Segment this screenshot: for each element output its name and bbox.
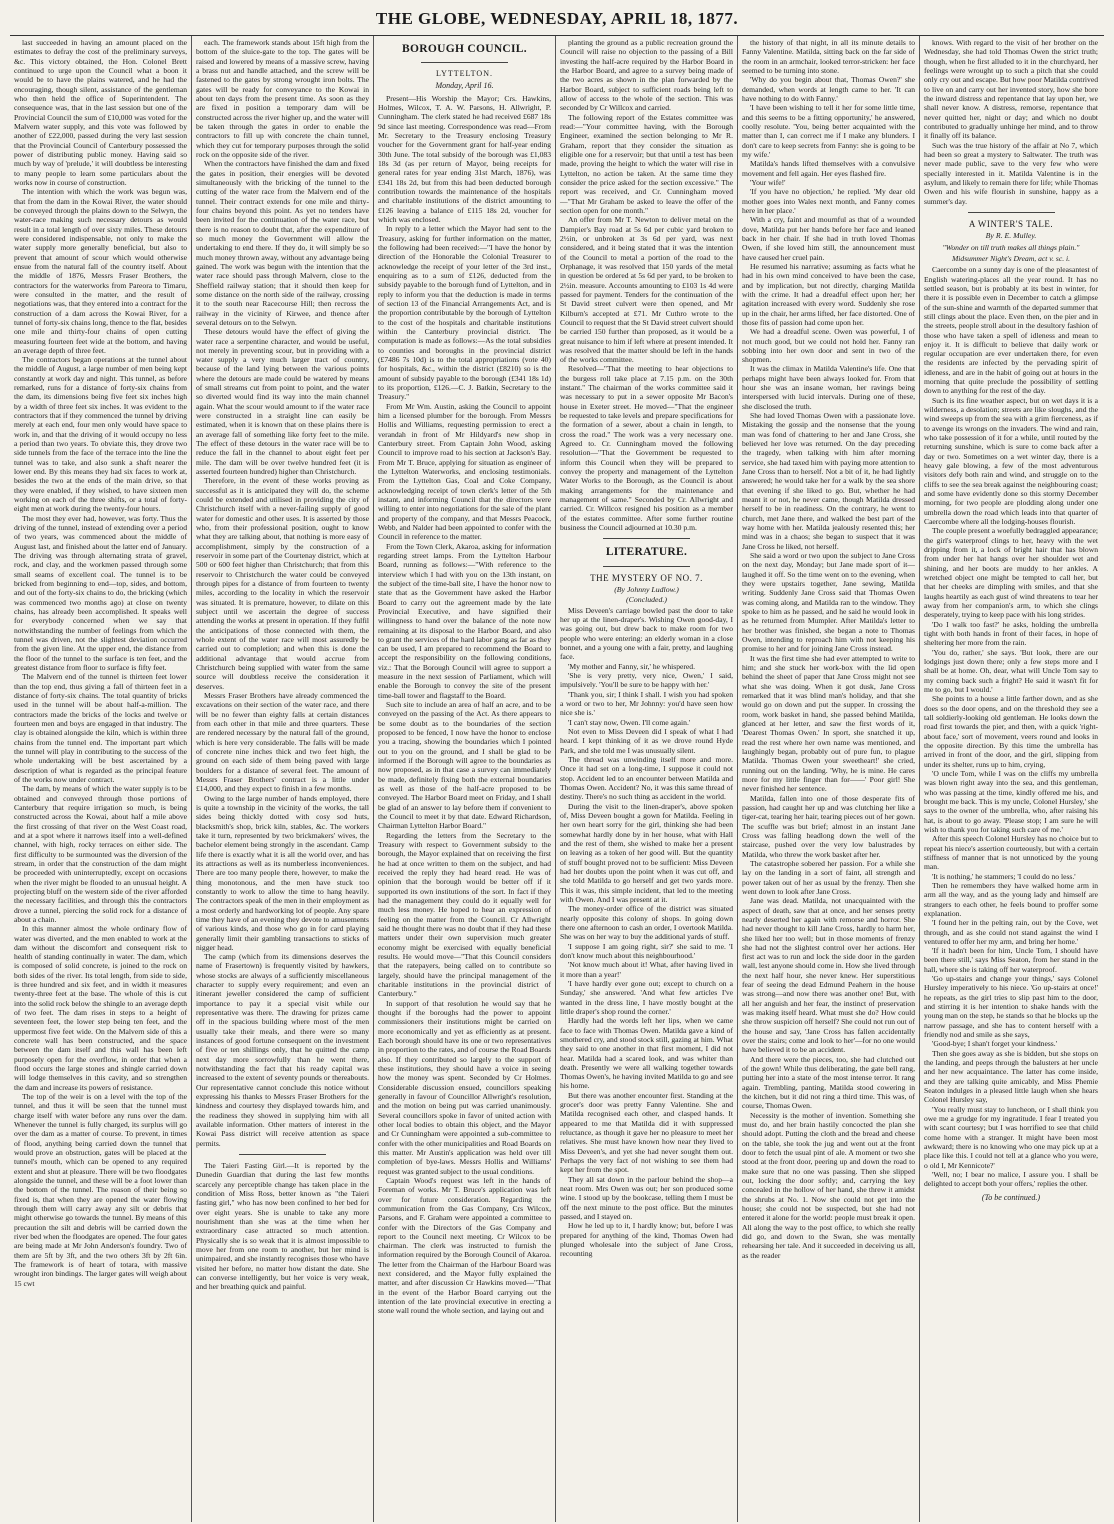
paragraph: 'I have hardly ever gone out; except to church on a Sunday,' she answered. 'And what few articles I've wanted in the dress line, I have mostly bought at the little draper's shop round the corner.' [560,978,733,1016]
literature-heading: LITERATURE. [605,546,688,559]
paragraph: With a cry, faint and mournful as that of a wounded dove, Matilda put her hands before her face and leaned back in her chair. If she had in truth loved Thomas Owen, if she loved him still, the announcement must have caused her cruel pain. [742,215,915,262]
paragraph: 'Why do you begin about that, Thomas Owen?' she demanded, when words at length came to her. 'It can have nothing to do with Fanny.' [742,75,915,103]
winters-tale-story [924,265,1098,1188]
column-1 [10,36,192,1522]
column-3 [374,36,556,1522]
paragraph: They all sat down in the parlour behind the shop—a neat room. Mrs Owen was out; her son produced some wine. I stood up by the bookcase, telling them I must be off the next minute to the post office. But the minutes passed, and I stayed on. [560,1174,733,1222]
paragraph: Captain Wood's request was left in the hands of Foreman of works. Mr T. Bruce's application was left over for future consideration. Regarding the communication from the Gas Company, Crs Wilcox, Parsons, and F. Graham were appointed a committee to confer with the Directors of the Gas Company and report to the Council next meeting. Cr Wilcox to be chairman. The clerk was instructed to furnish the information required by the Borough Council of Akaroa. The letter from the Chairman of the Harbour Board was next considered, and the Mayor fully explained the matter, and after discussion Cr Hawkins moved—"That in the event of the Harbor Board carrying out the intention of the late provincial executive in erecting a stone wall round the whole section, and laying out and [378,1175,551,1316]
paragraph: But there was another encounter first. Standing at the grocer's door was pretty Fanny Valentine. She and Matilda recognised each other, and clasped hands. It appeared to me that Matilda did it with suppressed reluctance, as though it gave her no pleasure to meet her relatives. She must have known how near they lived to Miss Deveen's, and yet she had never sought them out. Perhaps the very fact of not wishing to see them had kept her from the spot. [560,1090,733,1175]
paragraph: 'She is very pretty, very nice, Owen,' I said, impulsively. 'You'll be sure to be happy with her.' [560,671,733,690]
paragraph: Messrs Fraser Brothers have already commenced the excavations on their section of the water race, and there will be no fewer than eighty falls at certain distances from each other in that mile and three quarters. These are rendered necessary by the natural fall of the ground, which is here very considerable. The falls will be made of concrete nine inches thick and two feet high, the ground on each side of them being paved with large boulders for a distance of several feet. The amount of Messrs Fraser Brothers' contract is a little under £14,000, and they expect to finish in a few months. [196,690,369,794]
paragraph: Resolved—"That the meeting to hear objections to the burgess roll take place at 7.15 p.m. on the 30th instant." The chairman of the works committee said it was necessary to put in a sewer opposite Mr Bacon's house in Exeter street. He moved—"That the engineer be requested to take levels and prepare specifications for the formation of a sewer, about a chain in length, to cross the road." The work was a very necessary one. Agreed to. Cr. Cunningham moved the following resolution—"That the Government be requested to inform this Council when they will be prepared to convey the property and management of the Lyttelton Water Works to the Borough, as the Council is about making arrangements for the maintenance and management of same." Seconded by Cr. Allwright and carried. Cr. Willcox resigned his position as a member of the estates committee. After some further routine business the Council adjourned at 10.30 p.m. [560,364,733,533]
paragraph: And there were the pieces, too, she had clutched out of the gown! While thus deliberating, the gate bell rang, putting her into a state of the most intense terror. It rang again. Trembling, panting, Matilda stood cowering in the kitchen, but it did not ring a third time. This was, of course, Thomas Owen. [742,1054,915,1111]
section-rule [239,1154,326,1155]
masthead: THE GLOBE, WEDNESDAY, APRIL 18, 1877. [10,0,1104,36]
paragraph: Such is its fine weather aspect, but on wet days it is a wilderness, a desolation; streets are like sloughs, and the wind sweeps up from the sea with a grim fierceness, as if to avenge its wrongs on the invaders. The wind and rain, who take possession of it for a while, until routed by the returning sunshine, which is sure to come back after a day or two. Sometimes on a wet winter day, there is a heavy gale blowing, a few of the most adventurous visitors defy both rain and wind, and struggle on to the cliffs to see the sea break against the neighbouring coast; and some have evidently done so this stormy December morning, for two people are plodding along under one umbrella down the road which leads into that quarter of Caercombe where all the lodging-houses flourish. [924,395,1098,527]
paragraph: 'Not know much about it! What, after having lived in it more than a year!' [560,960,733,979]
paragraph: 'I found her in the pelting rain, out by the Cove, wet through, and as she could not stand against the wind I ventured to offer her my arm, and bring her home.' [924,918,1098,946]
paragraph: 'If you have no objection,' he replied. 'My dear old mother goes into Wales next month, and Fanny comes here in her place.' [742,187,915,215]
malvern-water-supply-article [14,38,187,1288]
epigraph-quote: "Wonder on till truth makes all things plain." [942,242,1080,252]
paragraph: He resumed his narrative; assuming as facts what he had in his own mind conceived to have been the case, and by implication, but not directly, charging Matilda with the crime. It had a dreadful effect upon her; her agitation increased with every word. Suddenly she rose up in the chair, her arms lifted, her face distorted. One of those fits of passion had come upon her. [742,261,915,327]
paragraph: How he led up to it, I hardly know; but, before I was prepared for anything of the kind, Thomas Owen had plunged wholesale into the subject of Jane Cross, recounting [560,1221,733,1259]
paragraph: The Malvern end of the tunnel is thirteen feet lower than the top end, thus giving a fall of thirteen feet in a distance of forty-six chains. The total quantity of bricks used in the tunnel will be about half-a-million. The contractors made the bricks of the locks and twelve or fourteen men and boys are engaged in that industry. The clay is obtained alongside the kiln, which is within three chains from the tunnel end. The important part which the tunnel will play in contributing to the success of the whole undertaking will be best ascertained by a description of what is regarded as the principal feature of the works now under contract. [14,672,187,784]
paragraph: 'If it hadn't been for him, Uncle Tom, I should have been there still,' says Miss Seaton, from her stand in the hall, where she is taking off her waterproof. [924,946,1098,974]
paragraph: Hardly had the words left her lips, when we came face to face with Thomas Owen. Matilda gave a kind of smothered cry, and stood stock still, gazing at him. What they said to one another in that first moment, I did not hear. Matilda had a scared look, and was whiter than death. Presently we were all walking together towards Thomas Owen's, he having invited Matilda to go and see his home. [560,1016,733,1091]
paragraph: 'You do, rather,' she says. 'But look, there are our lodgings just down there; only a few steps more and I shall be at home. Oh, dear, what will Uncle Tom say to my coming back such a fright? He said it wasn't fit for me to go, but I would.' [924,647,1098,694]
paragraph: From the Town Clerk, Akaroa, asking for information regarding street lamps. From the Lyttelton Harbour Board, running as follows:—"With reference to the interview which I had with you on the 13th instant, on the subject of the time-ball site, I have the honor now to state that as the Government have asked the Harbor Board to carry out the agreement made by the late Provincial Executive, and have signified their willingness to hand over the balance of the note now remaining at its disposal to the Harbor Board, and also to grant the services of the hard labor gang as far as they can be used, I am prepared to recommend the Board to accept the responsibility on the following conditions, viz.: That the Borough Council will agree to support a measure in the next session of Parliament, which will enable the Borough to convey the site of the present time-ball tower and flagstaff to the Board. [378,541,551,700]
mystery-of-no-7-story [560,606,733,1259]
paragraph: We had a dreadful scene. Owen was powerful, I of not much good, but we could not hold her. Fanny ran sobbing into her own door and sent in two of the shopmen. [742,327,915,365]
paragraph: The following report of the Estates committee was read:—"Your committee having, with the Borough Engineer, examined the section belonging to Mr R. Graham, report that they consider the situation as eligible one for a reservoir; but that until a test has been made, proving the height to which the water will rise in Lyttelton, no action be taken. At the same time they consider the price asked for the section excessive." The report was received, and Cr. Cunningham moved—"That Mr Graham be asked to leave the offer of the section open for one month." [560,112,733,215]
paragraph: Then he remembers they have walked home arm in arm all the way, and as the young lady and himself are strangers to each other, he feels bound to proffer some explanation. [924,880,1098,918]
paragraph: The camp (which from its dimensions deserves the name of Frasertown) is frequently visited by hawkers, whose stocks are always of a sufficiently miscellaneous character to supply every requirement; and even an itinerant jeweller considered the camp of sufficient importance to pay it a special visit while our representative was there. The drawing for prizes came off in the spacious building where most of the men usually take their meals, and there were so many instances of good fortune consequent on the investment of five or ten shillings only, that he quitted the camp next day more sorrowfully than he went there, notwithstanding the fact that his ready capital was increased to the extent of seventy pounds or thereabouts. Our representative cannot conclude this notice without expressing his thanks to Messrs Fraser Brothers for the kindness and courtesy they displayed towards him, and the readiness they showed in supplying him with all available information. Other matters of interest in the Kowai Pass district will receive attention as space permits. [196,952,369,1148]
paragraph: Owing to the large number of hands employed, there is quite a township in the vicinity of the works, the tall sides being thickly dotted with cosy sod huts, blacksmith's shop, brick kiln, stables, &c. The workers take it turn, represented by two brickmakers' wives, the bachelor element being strongly in the ascendant. Camp life there is exactly what it is all the world over, and has its attractions as well as its numberless inconveniences. There are too many people there, however, to make the thing monotonous, and the men have stuck too constantly to work to allow the time to hang heavily. The contractors speak of the men in their employment as a most orderly and hardworking lot of people. Any spare time they have of an evening they devote to amusements of various kinds, and those who go in for card playing generally limit their gambling transactions to sticks of nigger head. [196,793,369,952]
paragraph: Miss Deveen's carriage bowled past the door to take her up at the linen-draper's. Wishing Owen good-day, I was going out, but drew back to make room for two people who were entering: an elderly woman in a close bonnet, and a young one with a fair, pretty, and laughing face. [560,605,733,662]
column-6 [920,36,1102,1522]
paragraph: Matilda's hands lifted themselves with a convulsive movement and fell again. Her eyes flashed fire. [742,159,915,178]
paragraph: 'You really must stay to luncheon, or I shall think you owe me a grudge for my ingratitude. I fear I treated you with scant courtesy; but I was horrified to see that child come home with a stranger. It might have been most awkward; there is no knowing who one may pick up at a place like this. I could not tell at a glance who you were, o old I, Mr Kennicote?' [924,1104,1098,1170]
paragraph: It was the first time she had ever attempted to write to him; and she stuck her work-box with the lid open behind the sheet of paper that Jane Cross might not see what she was doing. When it got dusk, Jane Cross remarked that it was blind man's holiday, and that she would go on down and put the supper. In crossing the room, work basket in hand, she passed behind Matilda, glanced at her letter, and saw the first words of it, 'Dearest Thomas Owen.' In sport, she snatched it up, read the rest where her own name was mentioned, and laughingly began, probably out of pure fun, to plague Matilda. 'Thomas Owen your sweetheart!' she cried, running out on the landing. 'Why, he is mine. He cares more for my little finger than for——' Poor girl! She never finished her sentence. [742,653,915,794]
paragraph: Necessity is the mother of invention. Something she must do, and her brain hastily concocted the plan she should adopt. Putting the cloth and the bread and cheese on the table, she took the jug and went out at the front door to fetch the usual pint of ale. A moment or two she stood at the front door, peering up and down the road to make sure that no one was passing. Then she slipped out, locking the door softly; and, carrying the key concealed in the hollow of her hand, she threw it amidst the shrubs at No. 1. Now she could not get into the house; she could not be suspected, but she had not entered it alone for the world: people must break it open. All along the way to the post office, to which she really did go, and down to the Swan, she was mentally rehearsing her tale. And it succeeded in deceiving us all, as the reader [742,1110,915,1260]
section-rule [603,566,690,567]
paragraph: The money-order office of the district was situated nearly opposite this colony of shops. In going down there one afternoon to cash an order, I overtook Matilda. She was on her way to buy the additional yards of stuff. [560,904,733,942]
paragraph: last succeeded in having an amount placed on the estimates to defray the cost of the preliminary surveys, &c. This victory obtained, the Hon. Colonel Brett continued to urge upon the Council what a boon it would be to have the plains watered, and he had the encouraging, though silent, assistance of the gentleman who then held the office of Superintendent. The consequence was, that in the last session but one of the Provincial Council the sum of £10,000 was voted for the Malvern water supply, and this vote was followed by another of £22,000, passed during the very last session that the Provincial Council of Canterbury possessed the power of distributing public money. Having said so much by way of 'prelude,' it will doubtless be interesting to many people to learn some particulars about the works now in course of construction. [14,38,187,187]
paragraph: Jane was dead. Matilda, not unacquainted with the aspect of death, saw that at once, and her senses pretty nearly deserted her again with remorse and horror. She had never thought to kill Jane Cross, hardly to harm her, she liked her too well; but in those moments of frenzy she had not the slightest control over her actions. Her first act was to run and lock the side door in the garden wall, lest anyone should come in. How she lived through the next half hour, she never knew. Her superstitious fear of seeing the dead Edmund Peahern in the house was strong—and now there was another one! But, with all her anguish and her fear, the instinct of preservation was making itself heard. What must she do? How could she throw suspicion off herself? She could not run out of the house and say, 'Jane Cross has fallen accidentally over the stairs; come and look to her'—for no one would have believed it to be an accident. [742,896,915,1055]
paragraph: 'Good-bye; I shan't forget your kindness.' [932,1039,1058,1049]
paragraph: Such site to include an area of half an acre, and to be conveyed on the passing of the Act. As there appears to be some doubt as to the boundaries of the section proposed to be fenced, I now have the honor to enclose you a tracing, showing the boundaries which I pointed out to you on the ground, and I shall be glad to be informed if the Borough will agree to the boundaries as now proposed, as in that case a survey can immediately be made, definitely fixing both the external boundaries as well as those of the half-acre proposed to be conveyed. The Harbor Board meet on Friday, and I shall be glad of an answer to lay before them if convenient to the Council to meet it by that date. Edward Richardson, Chairman Lyttelton Harbor Board." [378,700,551,831]
column-4 [556,36,738,1522]
column-2 [192,36,374,1522]
paragraph: each. The framework stands about 15ft high from the bottom of the sluice-gate to the top. The gates will be raised and lowered by means of a massive screw, having a brass nut and handle attached, and the screw will be fastened to the gates by strong wrought iron bolts. The gates will be ready for conveyance to the Kowai in about ten days from the present time. As soon as they are fixed in position a temporary dam will be constructed across the river higher up, and the water will be taken through the gates in order to enable the contractors to fill up with concrete the chain tunnel, which they cut for temporary purposes through the solid rock on the opposite side of the river. [196,38,369,159]
paragraph: In reply to a letter which the Mayor had sent to the Treasury, asking for further information on the matter, the following had been received:—"I have the honor by direction of the Honorable the Colonial Treasurer to acknowledge the receipt of your letter of the 3rd inst., enquiring as to a sum of £126, deducted from the subsidy payable to the borough fund of Lyttelton, and in reply to inform you that the deduction is made in terms of section 13 of the Financial Arrangements Act, and is the proportion contributable by the borough of Lyttelton to the cost of the hospitals and charitable institutions within the Canterbury provincial district. The computation is made as follows:—As the total subsidies to counties and boroughs in the provincial district (£7486 7s 10d) is to the total appropriations (vote 40) for hospitals, &c., within the district (£8210) so is the amount of subsidy payable to the borough (£341 18s 1d) to its proportion, £126.—C. J. Batkin, Secretary to the Treasury." [378,224,551,402]
paragraph: The contractors began operations at the tunnel about the middle of August, a large number of men being kept constantly at work day and night. This tunnel, as before remarked, runs for a distance of forty-six chains from the dam, its dimensions being five feet six inches high by a width of three feet six inches. It was evident to the contractors that if they commenced the tunnel by driving merely at each end, four men only would have space to work in, and that the driving of it would occupy no less a period than two years. To obviate this, they drove two side tunnels from the face of the terrace into the line the tunnel was to take, and also sunk a shaft nearer the lower end. By this means they had six faces to work at, besides the two at the ends of the main drive, so that they were enabled, if they wished, to have sixteen men working on each of the three shifts, or a total of forty-eight men at work during the twenty-four hours. [14,355,187,514]
paragraph: 'Your wife!' [750,177,786,187]
columns [10,36,1104,1522]
paragraph: Such was the true history of the affair at No 7, which had been so great a mystery to Saltwater. The truth was never made public, save to the very few who were specially interested in it. Matilda Valentine is in the asylum, and likely to remain there for life; while Thomas Owen and his wife flourish in sunshine, happy as a summer's day. [924,140,1098,206]
borough-council-date: Monday, April 16. [435,80,494,90]
paragraph: Caercombe on a sunny day is one of the pleasantest of English watering-places all the year round. It has no settled season, but is probably at its best in winter, for there it is possible even in December to catch a glimpse of the sun-shine and warmth of the departed summer that still clings about the place. Even then, on the pier and in the streets, people stroll about in the desultory fashion of those who have taken a spell of idleness and mean to enjoy it. It is difficult to believe that daily work or regular occupation are ever undertaken there, for even the residents are infected by the pervading spirit of idleness, and are in the habit of going out at hours in the morning that quite preclude the possibility of settling down to anything for the rest of the day. [924,265,1098,396]
story-title: THE MYSTERY OF NO. 7. [590,572,703,583]
paragraph: The dam, by means of which the water supply is to be obtained and conveyed through those portions of Canterbury that require irrigation so much, is being constructed across the Kowai, about half a mile above the first crossing of that river on the West Coast road, and at a spot where it narrows itself into a well-defined channel, with high, rocky terraces on either side. The first difficulty to be surmounted was the diversion of the stream, in order that the construction of the dam might be proceeded with uninterruptedly, except on occasions when the river might be flooded to an unusual height. A projecting bluff on the western side of the river afforded the necessary facilities, and through this the contractors drove a tunnel, piercing the solid rock for a distance of about a chain. [14,784,187,924]
story-byline: (By Johnny Ludlow.) [614,584,679,594]
paragraph: The top of the weir is on a level with the top of the tunnel, and thus it will be seen that the tunnel must charge itself with water before any runs over the dam. Whenever the tunnel is fully charged, its surplus will go over the dam as a matter of course. To prevent, in times of flood, anything being carried down the tunnel that would prove an obstruction, gates will be placed at the tunnel's mouth, which can be opened to any required extent and shut at pleasure. There will be two floodgates alongside the tunnel, and these will be a foot lower than the bottom of the tunnel. The reason of their being so fixed is, that when they are opened the water flowing through them will carry away any silt or debris that might otherwise go towards the tunnel. By means of this precaution the silt and debris will be carried down the river bed when the floodgates are opened. The four gates are being made at Mr John Anderson's foundry. Two of them are 5ft by 3ft, and the two others 3ft by 2ft 6in. The framework is of heart of totara, with massive wrought iron bindings. The larger gates will weigh about 15 cwt [14,1092,187,1288]
section-rule [603,538,690,539]
paragraph: The most they ever had, however, was forty. Thus the driving of the tunnel, instead of extending over a period of two years, was commenced about the middle of August last, and finished about the latter end of January. The driving was through alternating strata of gravel, rock, and clay, and the workmen passed through some small seams of excellent coal. The tunnel is to be bricked from beginning to end—top, sides, and bottom, and out of the forty-six chains to do, the bricking (which was commenced two months ago) at close on twenty chains, has already been accomplished. It speaks well for everybody concerned when we say that notwithstanding the number of feelings from which the tunnel was driven, not the slightest deviation occurred from the given line. At the upper end, the distance from the floor of the tunnel to the surface is ten feet, and the greatest distance from floor to surface is fifty feet. [14,513,187,672]
mystery-of-no-7-story-continued [742,38,915,1260]
paragraph: In this manner almost the whole ordinary flow of water was diverted, and the men enabled to work at the dam without the discomfort and consequent risk to health of standing continually in water. The dam, which is composed of solid concrete, is joined to the rock on both sides of the river. Its total length, from side to side, is three hundred and six feet, and in width it measures twenty-three feet at the base. The whole of this is cut into the solid rock below the shingle to an average depth of two feet. The dam rises in steps to a height of seventeen feet, the lower step being ten feet, and the uppermost five feet wide. On the Malvern side of this a concrete wall has been constructed, and the space between the dam itself and this wall has been left purposely open for the overflow, in order that when a flood occurs the large stones and shingle carried down will lodge themselves in this cavity, and so strengthen the dam and increase its powers of resistance. [14,924,187,1092]
paragraph: These detours would have the effect of giving the water race a serpentine character, and would be useful, not merely in preventing scour, but in providing with a water supply a very much larger tract of country, because of the land lying between the various points where the detours are made could be watered by means of small streams cut from point to point, and the water so diverted would find its way into the main channel again. What the scour would amount to if the water race were constructed in a straight line can easily be estimated, when it is known that on these plains there is an average fall of something like forty feet to the mile. The effect of these detours in the water race will be to reduce the fall in the channel to about eight feet per mile. The dam will be over twelve hundred feet (it is asserted fourteen hundred) higher than Christchurch. [196,327,369,477]
paragraph: She points to a house a little farther down, and as she does so the door opens, and on the threshold they see a tall soldierly-looking old gentleman. He looks down the road first towards the pier, and then, with a quick 'right-about face,' sort of movement, veers round and looks in the opposite direction. By this time the umbrella has arrived in front of the door, and the girl, slipping from under its shelter, runs up to him, crying, [924,694,1098,769]
paragraph: 'It is nothing,' he stammers; 'I could do no less.' [932,871,1076,881]
paragraph: planting the ground as a public recreation ground the Council will raise no objection to the passing of a Bill investing the half-acre required by the Harbor Board in the Harbor Board, and agree to a survey being made of the two acres as shown in the plan forwarded by the Harbor Board, subject to sufficient roads being left to allow of access to the whole of the section. This was seconded by Cr Willcox and carried. [560,38,733,113]
paragraph: Then she goes away as she is bidden, but she stops on the landing, and peeps through the balusters at her uncle and her new acquaintance. The latter has come inside, and they are talking quite amicably, and Miss Phemie Seaton indulges in a pleased little laugh when she hears Colonel Hursley say, [924,1048,1098,1105]
story-concluded-note: (Concluded.) [626,595,667,605]
paragraph: 'I have been wishing to tell it her for some little time, and this seems to be a fitting opportunity,' he answered, coolly resolute. 'You, being better acquainted with the matter than I, can correct me if I make any blunders. I don't care to keep secrets from Fanny: she is going to be my wife.' [742,103,915,159]
paragraph: Regarding the letters from the Secretary to the Treasury with respect to Government subsidy to the borough, the Mayor explained that on receiving the first he had at once written to them on the subject, and had received the reply they had heard read. He was of opinion that the borough would be better off if it supported its own institutions of the sort. In fact if they had the management they could do it equally well for much less money. He hoped to hear an expression of feeling on the matter from the Council. Cr Allwright said he thought there was no doubt that if they had these matters under their own supervision much greater economy might be exercised with equally beneficial results. He would move—"That this Council considers that the ratepayers, being called on to contribute so largely, should have the principal management of the charitable institutions in the provincial district of Canterbury." [378,830,551,999]
winters-tale-title: A WINTER'S TALE. [968,218,1054,229]
paragraph: Matilda, fallen into one of those desperate fits of passion, had caught her up and was clutching her like a tiger-cat, tearing her hair, tearing pieces out of her gown. The scuffle was but brief; almost in an instant Jane Cross was falling headlong down the well of the staircase, pushed over the very low balustrades by Matilda, who threw the work basket after her. [742,793,915,859]
paragraph: 'I suppose I am going right, sir?' she said to me. 'I don't know much about this neighbourhood.' [560,941,733,960]
paragraph: 'I can't stay now, Owen. I'll come again.' [568,717,691,727]
paragraph: Present—His Worship the Mayor; Crs. Hawkins, Holmes, Wilcox, T. A. W. Parsons, H. Allwright, P. Cunningham. The clerk stated he had received £687 18s 9d since last meeting. Correspondence was read—From Mr. Secretary to the Treasury enclosing Treasury voucher for the Government grant for half-year ending 30th June. The total subsidy of the borough was £1,083 18s 3d (as per return of Mayor, being receipts for general rates for year ending 31st March, 1876), was £341 18s 2d, but from this had been deducted borough contribution towards the maintenance of the hospitals and charitable institutions of the district amounting to £126 leaving a balance of £115 18s 2d, voucher for which was enclosed. [378,93,551,225]
paragraph: the history of that night, in all its minute details to Fanny Valentine. Matilda, sitting back on the far side of the room in an armchair, looked terror-stricken: her face seemed to be turning into stone. [742,38,915,75]
borough-council-place: LYTTELTON. [436,69,493,79]
paragraph: 'O uncle Tom, while I was on the cliffs my umbrella was blown right away into the sea, and this gentleman, who was passing at the time, kindly offered me his, and brought me back. This is my uncle, Colonel Hursley,' she says to the owner of the umbrella, who, after raising his hat, is about to go away. 'Please stop; I am sure he will wish to thank you for taking such care of me.' [924,768,1098,834]
section-rule [968,212,1055,213]
paragraph: The couple present a woefully bedraggled appearance; the girl's waterproof clings to her, heavy with the wet dripping from it, a lock of bright hair that has blown from under her hat hangs over her shoulder wet and shining, and her boots are muddy to her ankles. A wretched object one might be tempted to call her, but that her cheeks are dimpling with smiles, and that she laughs heartily as each gust of wind threatens to tear her away from her companion's arm, to which she clings desperately, trying to keep pace with his long strides. [924,526,1098,620]
paragraph: When the contractors have finished the dam and fixed the gates in position, their energies will be devoted simultaneously with the bricking of the tunnel to the cutting of the water race from the Malvern end of the tunnel. Their contract extends for one mile and thirty-four chains beyond this point. As yet no tenders have been invited for the continuation of the water race, but there is no reason to doubt that, after the expenditure of so much money the Government will allow the undertaking to end there. If they do, it will simply be so much money thrown away, without any advantage being gained. The work was begun with the intention that the water race should pass through Malvern, close to the Sheffield railway station; that it should then keep for some distance on the north side of the railway, crossing it to the south near Racecourse Hill; then recross the railway in the vicinity of Kirwee, and thence after several detours on to the Selwyn. [196,159,369,327]
paragraph: 'Well, no; I bear no malice, I assure you. I shall be delighted to accept both your offers,' replies the other. [924,1170,1098,1189]
paragraph: From Mr Wm. Austin, asking the Council to appoint him a licensed plumber for the borough. From Messrs Hollis and Williams, requesting permission to erect a verandah in front of Mr Hildyard's new shop in Canterbury street. From Captain John Wood, asking Council to improve road to his section at Jackson's Bay. From Mr T. Bruce, applying for situation as engineer of the Lyttelton Waterworks, and enclosing testimonials. From the Lyttelton Gas, Coal and Coke Company, acknowledging receipt of town clerk's letter of the 5th instant, and informing Council that the directors were willing to enter into negotiations for the sale of the plant and property of the company, and that Messrs Peacock, Webb, and Nalder had been appointed to confer with the Council in reference to the matter. [378,401,551,542]
paragraph: An offer from Mr T. Newton to deliver metal on the Dampier's Bay road at 5s 6d per cubic yard broken to 2½in, or unbroken at 3s 6d per yard, was next considered, and it being stated that it was the intention of the Council to metal a portion of the road to the Orphanage, it was resolved that 150 yards of the metal in question be ordered at 5s 6d per yard, to be broken to 2½in. measure. Accounts amounting to £103 1s 4d were passed for payment. Tenders for the continuation of the St David street culvert were then opened, and Mr Kilburn's accepted at £71. Mr Cuthro wrote to the Council to request that the St David street culvert should be carried 150 further than proposed, as it would be a great nuisance to him if left where at present intended. It was resolved that the matter should be left in the hands of the works committee. [560,215,733,365]
taieri-fasting-girl-article: The Taieri Fasting Girl.—It is reported by the Dunedin Guardian that during the last few months scarcely any perceptible change has taken place in the condition of Miss Ross, better known as "the Taieri fasting girl," who has now been confined to her bed for over eight years. She is unable to take any more nourishment than she was at the time when her extraordinary case attracted so much attention. Physically she is so weak that it is almost impossible to move her from one room to another, but her mind is unimpaired, and she instantly recognises those who have visited her before, no matter how distant the date. She can converse intelligently, but her voice is very weak, and her breathing quick and painful. [196,1161,369,1292]
borough-council-report [378,94,551,1316]
borough-council-report-continued [560,38,733,532]
malvern-water-supply-continued [196,38,369,1148]
paragraph: It was the climax in Matilda Valentine's life. One that perhaps might have been always looked for. From that hour she was an insane woman, her ravings being interspersed with lucid intervals. During one of these, she disclosed the truth. [742,364,915,411]
paragraph: knows. With regard to the visit of her brother on the Wednesday, she had told Thomas Owen the strict truth; though, when he first alluded to it in the churchyard, her feelings were wrought up to such a pitch that she could only cry out and escape. But how poor Matilda contrived to live on and carry out her invented story, how she bore the inward distress and repentance that lay upon her, we shall never know. A distress, remorse, repentance that never quitted her, night or day; and which no doubt contributed to gradually unhinge her mind, and to throw it finally off its balance. [924,38,1098,141]
paragraph: The thread was unwinding itself more and more. Once it had set on a long-time, I suppose it could not stop. Accident led to an encounter between Matilda and Thomas Owen. Accident? No, it was this same thread of destiny. There's no such thing as accident in the world. [560,755,733,802]
epigraph-source: Midsummer Night's Dream, act v. sc. i. [951,253,1071,263]
paragraph: After this speech Colonel Hursley has no choice but to repeat his niece's assertion courteously, but with a certain stiffness of manner that is not unnoticed by the young man. [924,834,1098,872]
paragraph: She had loved Thomas Owen with a passionate love. Mistaking the gossip and the nonsense that the young man was fond of chattering to her and Jane Cross, she believed her love was returned. On the day preceding the tragedy, when talking with him after morning service, she had taxed him with paying more attention to Jane Cross than to herself. Not a bit of it, he had lightly answered; he would take her for a walk by the sea shore that evening if she liked to go. But, whether he had meant it or not, he never came, though Matilda dressed herself to be in readiness. On the contrary, he went to church, met Jane there, and walked the best part of the way home with her. Matilda jealously resented this; her mind was in a chaos; she began to suspect that it was Jane Cross he liked, not herself. [742,411,915,551]
borough-council-heading: BOROUGH COUNCIL. [402,43,527,55]
paragraph: 'My mother and Fanny, sir,' he whispered. [568,661,696,671]
paragraph: Therefore, in the event of these works proving as successful as it is anticipated they will do, the scheme could be extended and utilised in providing the city of Christchurch itself with a never-failing supply of good water for domestic and other uses. It is asserted by those who, from their professional position, ought to know what they are talking about, that nothing is more easy of accomplishment, simply by the construction of a reservoir in some part of the Courtenay district, which at 500 or 600 feet higher than Christchurch; that from this reservoir to Christchurch the water could be conveyed through pipes for a distance of from fourteen to twenty miles, according to the locality in which the reservoir was situated. It is premature, however, to dilate on this subject until we ascertain the degree of success attending the works at present in operation. If they fulfil the anticipations of those connected with them, the whole extent of the water race will most assuredly be carried out to completion; and when this is done the additional advantage that would accrue from Christchurch being supplied with water from the same source will doubtless receive the consideration it deserves. [196,476,369,691]
paragraph: 'Go up-stairs and change your things,' says Colonel Hursley imperatively to his niece. 'Go up-stairs at once!' he repeats, as the girl tries to slip past him to the door, and stirring it is her intention to shake hands with the young man on the step, he stands so that he blocks up the narrow passage, and she has to content herself with a friendly nod and smile as she says, [924,974,1098,1040]
paragraph: Not even to Miss Deveen did I speak of what I had heard. I kept thinking of it as we drove round Hyde Park, and she told me I was unusually silent. [560,727,733,755]
paragraph: During the visit to the linen-draper's, above spoken of, Miss Deveen bought a gown for Matilda. Feeling in her own heart sorry for the girl, thinking she had been somewhat hardly done by in her house, what with Hall and the rest of them, she wished to make her a present on leaving as a token of her good will. But the quantity of stuff bought proved not to be sufficient: Miss Deveen had her doubts upon the point when it was cut off, and she told Matilda to go herself and get two yards more. This it was, this simple incident, that led to the meeting with Owen. And I was present at it. [560,801,733,904]
paragraph: 'Thank you, sir; I think I shall. I wish you had spoken a word or two to her, Mr Johnny: you'd have seen how nice she is.' [560,689,733,718]
paragraph: She said a word or two upon the subject to Jane Cross on the next day, Monday; but Jane made sport of it—laughed it off. So the time went on to the evening, when they were upstairs together, Jane sewing, Matilda writing. Suddenly Jane Cross said that Thomas Owen was coming along, and Matilda ran to the window. They spoke to him as he passed, and he said he would look in as he returned from Mumpler. After Matilda's letter to her brother was finished, she began a note to Thomas Owen, intending to reproach him with not keeping his promise to her and for joining Jane Cross instead. [742,551,915,654]
paragraph: 'Do I walk too fast?' he asks, holding the umbrella tight with both hands in front of their faces, in hope of sheltering her more from the rain. [924,619,1098,648]
paragraph: The catastrophe sobered her passion. For a while she lay on the landing in a sort of faint, all strength and power taken out of her as usual by the frenzy. Then she went down to look after Jane Cross. [742,858,915,896]
paragraph: The intention with which the work was begun was, that from the dam in the Kowai River, the water should be conveyed through the plains down to the Selwyn, the water-race making such necessary detours as would result in a total length of over sixty miles. These detours were considered indispensable, not only to make the water supply more generally beneficial, but also to prevent that amount of scour which would otherwise ensue from the natural fall of the country itself. About the middle of 1876, Messrs Fraser Brothers, the contractors for the waterworks from Pareora to Timaru, were consulted in the matter, and the result of negotiations was, that they entered into a contract for the construction of a dam across the Kowai River, for a tunnel of forty-six chains long, thence to the flat, besides one mile and thirty-four chains of open cutting measuring fourteen feet wide at the bottom, and having an average depth of three feet. [14,187,187,355]
winters-tale-byline: By R. E. Mulley. [985,230,1037,240]
paragraph: In support of that resolution he would say that he thought if the boroughs had the power to appoint commissioners their institutions might be carried on more economically and yet as efficiently as at present. Each borough should have its one or two representatives in proportion to the rates, and of course the Road Boards also. If they contributed so largely to the support of these institutions, they should have a voice in seeing how the money was spent. Seconded by Cr Holmes. Considerable discussion ensued, councillors speaking generally in favour of Councillor Allwright's resolution, and the motion on being put was carried unanimously. Several councillors spoke in favor of united action with other local bodies to obtain this object, and the Mayor and Cr Cunningham were appointed a sub-committee to confer with the other municipalities and Road Boards on this matter. Mr Austin's application was held over till completion of bye-laws. Messrs Hollis and Williams' request was granted subject to the usual conditions. [378,998,551,1176]
column-5 [738,36,920,1522]
to-be-continued-note: (To be continued.) [981,1192,1041,1202]
mystery-of-no-7-story-ending [924,38,1098,206]
section-rule [421,62,508,63]
